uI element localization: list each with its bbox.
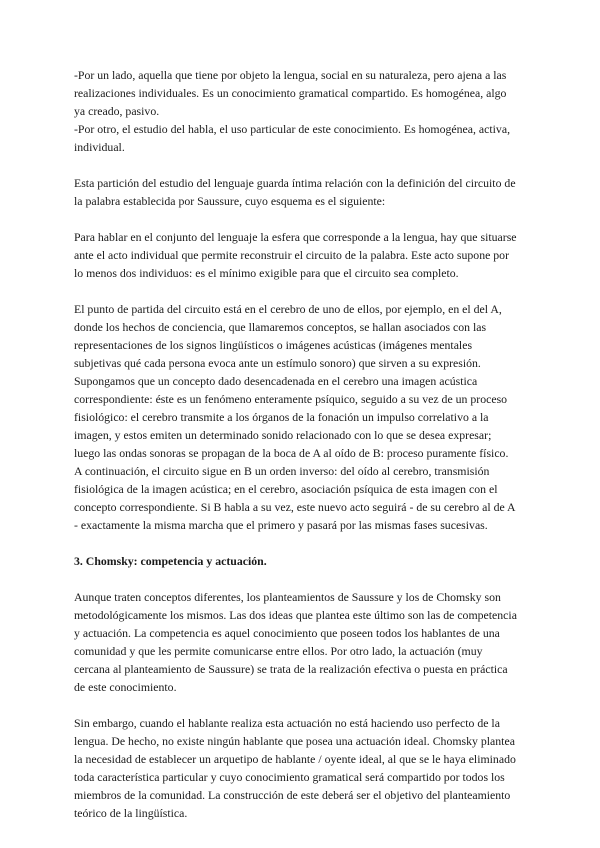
text-line: imagen, y estos emiten un determinado sonido relacionado con lo que se desea expresar;: [74, 428, 492, 442]
text-line: lengua. De hecho, no existe ningún hablante que posea una actuación ideal. Chomsky plantea: [74, 734, 515, 748]
text-line: comunidad y que les permite comunicarse entre ellos. Por otro lado, la actuación (muy: [74, 644, 483, 658]
paragraph-chomsky: [74, 588, 534, 696]
text-line: ante el acto individual que permite reconstruir el circuito de la palabra. Este acto supone por: [74, 248, 510, 262]
text-line: Aunque traten conceptos diferentes, los planteamientos de Saussure y los de Chomsky son: [74, 590, 501, 604]
text-line: Para hablar en el conjunto del lenguaje la esfera que corresponde a la lengua, hay que situarse: [74, 230, 517, 244]
text-line: donde los hechos de conciencia, que llamaremos conceptos, se hallan asociados con las: [74, 320, 487, 334]
text-line: concepto correspondiente. Si B habla a su vez, este nuevo acto seguirá - de su cerebro al de A: [74, 500, 516, 514]
text-line: -Por un lado, aquella que tiene por objeto la lengua, social en su naturaleza, pero ajena a las: [74, 68, 507, 82]
text-line: la palabra establecida por Saussure, cuyo esquema es el siguiente:: [74, 194, 386, 208]
intro-item-habla: [74, 120, 534, 156]
text-line: correspondiente: éste es un fenómeno enteramente psíquico, seguido a su vez de un proceso: [74, 392, 508, 406]
paragraph-hablar: [74, 228, 534, 282]
text-line: El punto de partida del circuito está en el cerebro de uno de ellos, por ejemplo, en el del A,: [74, 302, 502, 316]
text-line: Esta partición del estudio del lenguaje guarda íntima relación con la definición del circuito de: [74, 176, 516, 190]
text-line: la necesidad de establecer un arquetipo de hablante / oyente ideal, al que se le haya eliminado: [74, 752, 516, 766]
text-line: - exactamente la misma marcha que el primero y pasará por las mismas fases sucesivas.: [74, 518, 488, 532]
document-page: [74, 66, 534, 840]
text-line: ya creado, pasivo.: [74, 104, 160, 118]
paragraph-particion: [74, 174, 534, 210]
text-line: lo menos dos individuos: es el mínimo exigible para que el circuito sea completo.: [74, 266, 459, 280]
text-line: miembros de la comunidad. La construcción de este deberá ser el objetivo del planteamiento: [74, 788, 511, 802]
text-line: y actuación. La competencia es aquel conocimiento que poseen todos los hablantes de una: [74, 626, 500, 640]
text-line: toda característica particular y cuyo conocimiento gramatical será compartido por todos los: [74, 770, 505, 784]
text-line: de este conocimiento.: [74, 680, 177, 694]
paragraph-sin-embargo: [74, 714, 534, 822]
text-line: Sin embargo, cuando el hablante realiza esta actuación no está haciendo uso perfecto de la: [74, 716, 500, 730]
section-heading: 3. Chomsky: competencia y actuación.: [74, 554, 267, 568]
text-line: subjetivas qué cada persona evoca ante un estímulo sonoro) que sirven a su expresión.: [74, 356, 481, 370]
text-line: luego las ondas sonoras se propagan de la boca de A al oído de B: proceso puramente físico.: [74, 446, 509, 460]
text-line: -Por otro, el estudio del habla, el uso particular de este conocimiento. Es homogénea, activa,: [74, 122, 511, 136]
text-line: realizaciones individuales. Es un conocimiento gramatical compartido. Es homogénea, algo: [74, 86, 507, 100]
text-line: fisiológico: el cerebro transmite a los órganos de la fonación un impulso correlativo a la: [74, 410, 489, 424]
text-line: Supongamos que un concepto dado desencadenada en el cerebro una imagen acústica: [74, 374, 478, 388]
intro-item-lengua: [74, 66, 534, 120]
text-line: cercana al planteamiento de Saussure) se trata de la realización efectiva o puesta en práctica: [74, 662, 508, 676]
text-line: fisiológica de la imagen acústica; en el cerebro, asociación psíquica de esta imagen con el: [74, 482, 498, 496]
text-line: individual.: [74, 140, 125, 154]
paragraph-circuito: [74, 300, 534, 534]
text-line: A continuación, el circuito sigue en B un orden inverso: del oído al cerebro, transmisión: [74, 464, 490, 478]
text-line: teórico de la lingüística.: [74, 806, 188, 820]
text-line: metodológicamente los mismos. Las dos ideas que plantea este último son las de competencia: [74, 608, 517, 622]
text-line: representaciones de los signos lingüísticos o imágenes acústicas (imágenes mentales: [74, 338, 473, 352]
